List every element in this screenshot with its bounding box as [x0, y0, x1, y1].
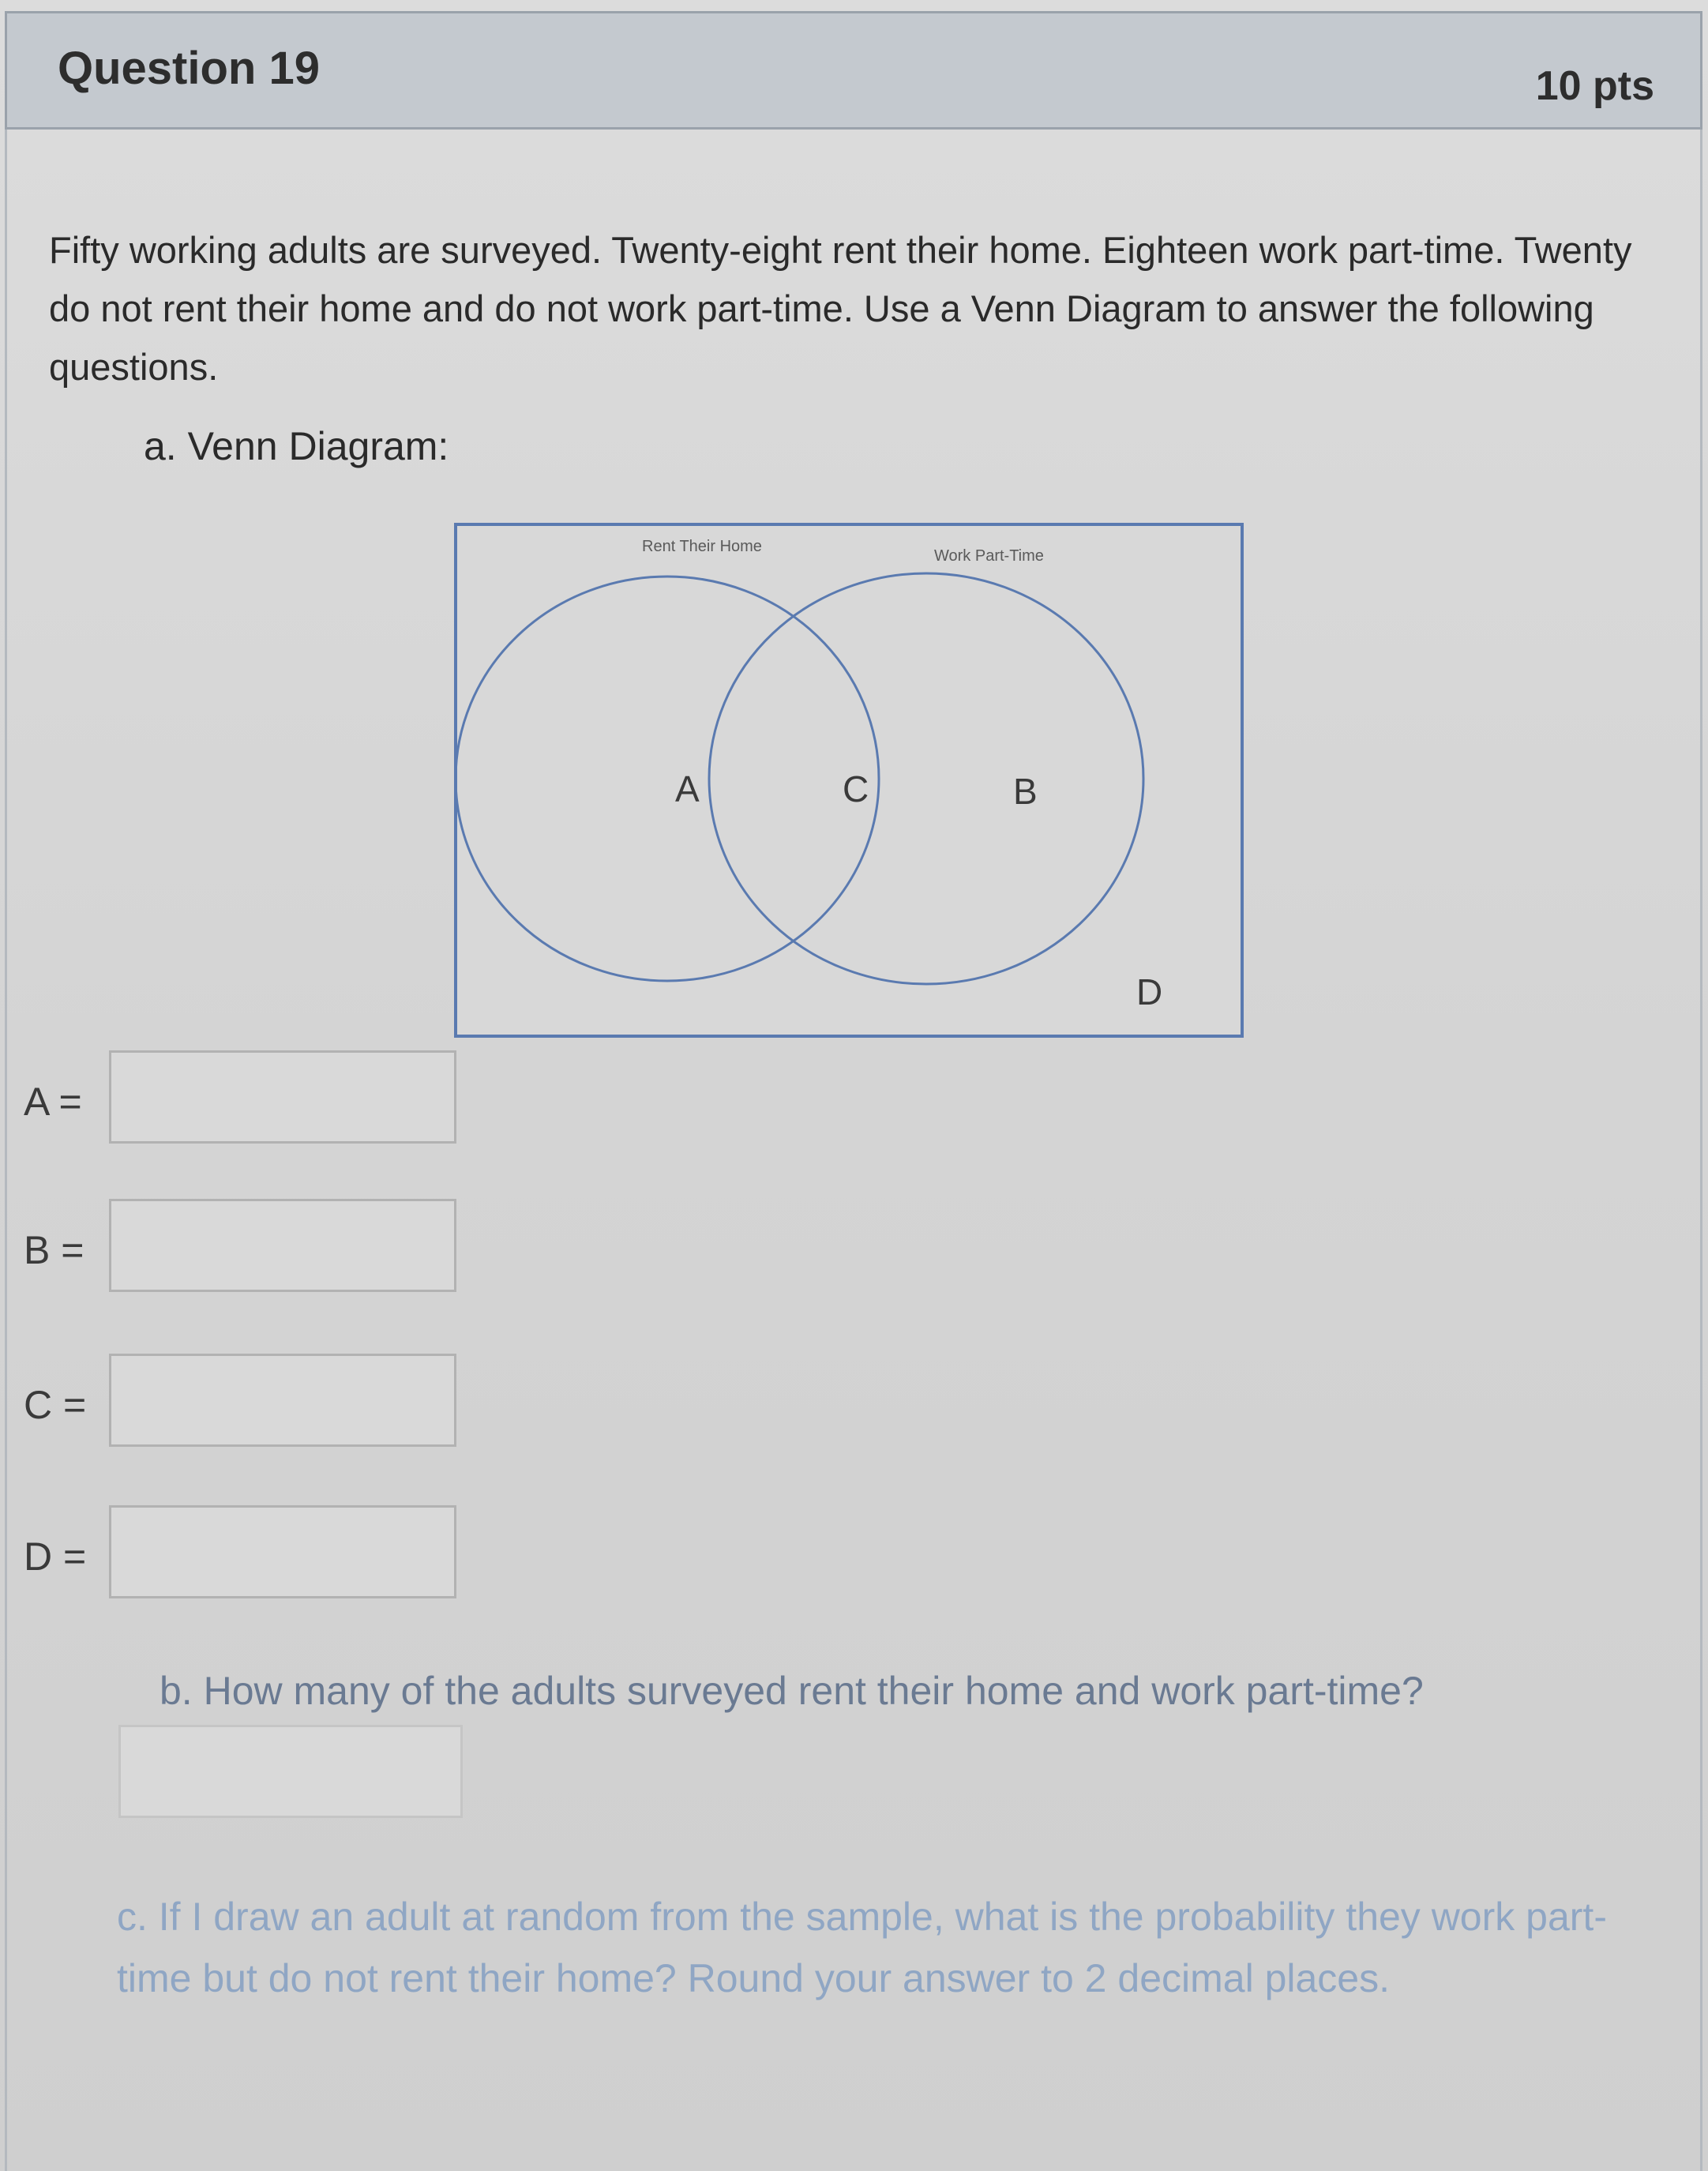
question-header [5, 11, 1702, 130]
venn-left-set-label: Rent Their Home [642, 538, 762, 555]
answer-input-c[interactable] [109, 1354, 456, 1447]
part-b-question: b. How many of the adults surveyed rent their home and work part-time? [160, 1669, 1424, 1713]
field-label-a: A = [24, 1080, 82, 1124]
question-title: Question 19 [58, 43, 320, 94]
answer-input-b[interactable] [109, 1199, 456, 1292]
field-label-d: D = [24, 1534, 87, 1579]
answer-input-d[interactable] [109, 1505, 456, 1598]
field-label-b: B = [24, 1228, 84, 1272]
answer-input-part-b[interactable] [118, 1725, 463, 1818]
venn-region-d: D [1136, 971, 1163, 1012]
venn-region-a: A [675, 768, 700, 809]
venn-diagram [452, 521, 1245, 1039]
answer-input-a[interactable] [109, 1050, 456, 1144]
part-a-label: a. Venn Diagram: [144, 424, 449, 468]
question-prompt: Fifty working adults are surveyed. Twenty-eight rent their home. Eighteen work part-time. Twenty do not rent their home and do not work part-time. Use a Venn Diagram to answer the following questions. [49, 229, 1632, 388]
field-label-c: C = [24, 1383, 87, 1427]
question-points: 10 pts [1535, 63, 1654, 109]
venn-region-b: B [1013, 771, 1038, 812]
part-c-question: c. If I draw an adult at random from the sample, what is the probability they work part-time but do not rent their home? Round your answer to 2 decimal places. [117, 1895, 1607, 2000]
venn-region-c: C [843, 768, 869, 809]
venn-right-set-label: Work Part-Time [934, 547, 1044, 565]
